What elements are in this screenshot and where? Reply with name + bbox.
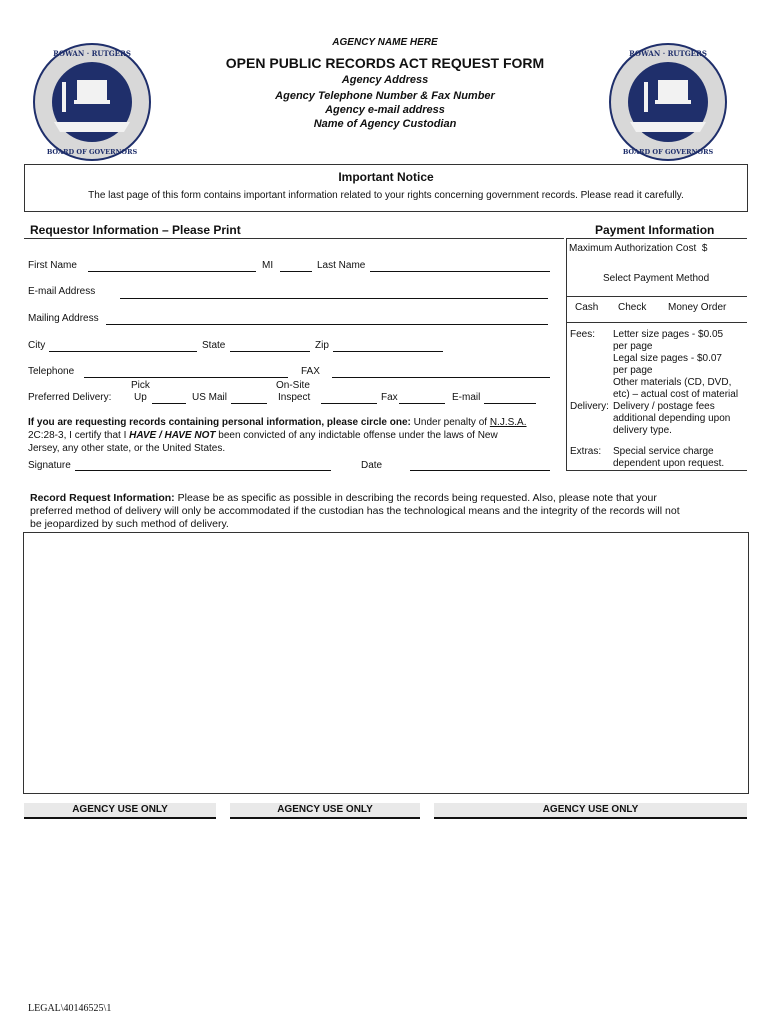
mi-label: MI	[262, 260, 274, 271]
certification-text: If you are requesting records containing personal information, please circle one: Under penalty of N.J.S.A. 2C:28-3, I certify that I HAVE / HAVE NOT been convicted of any indictable offense under the laws of New Jersey, any other state, or the United States.	[28, 417, 527, 454]
svg-text:ROWAN · RUTGERS: ROWAN · RUTGERS	[629, 49, 707, 58]
svg-text:ROWAN · RUTGERS: ROWAN · RUTGERS	[53, 49, 131, 58]
have-not-option[interactable]: HAVE NOT	[164, 430, 216, 441]
fax-field[interactable]	[332, 377, 550, 378]
rutgers-seal-right	[608, 42, 728, 162]
telephone-label: Telephone	[28, 366, 75, 377]
notice-heading: Important Notice	[338, 170, 434, 184]
money-order-option[interactable]: Money Order	[668, 302, 727, 313]
svg-text:BOARD OF GOVERNORS: BOARD OF GOVERNORS	[622, 148, 714, 156]
inspect-option: Inspect	[278, 392, 311, 403]
first-name-label: First Name	[28, 260, 77, 271]
last-name-field[interactable]	[370, 271, 550, 272]
mailing-field[interactable]	[106, 324, 548, 325]
signature-label: Signature	[28, 460, 71, 471]
city-label: City	[28, 340, 46, 351]
record-request-instructions: Record Request Information: Please be as specific as possible in describing the records being requested. Also, please note that your preferred method of delivery will only be accommodated if the custodian has the technological means and the integrity of the records will not be jeopardized by such method of delivery.	[30, 492, 680, 530]
email-option-field[interactable]	[484, 403, 536, 404]
cash-option[interactable]: Cash	[575, 302, 599, 313]
document-id: LEGAL\40146525\1	[28, 1003, 112, 1014]
email-option: E-mail	[452, 392, 481, 403]
agency-email: Agency e-mail address	[325, 104, 445, 116]
signature-field[interactable]	[75, 470, 331, 471]
extras-details: Special service charge dependent upon request.	[613, 446, 725, 469]
payment-heading: Payment Information	[595, 223, 715, 237]
telephone-field[interactable]	[84, 377, 288, 378]
select-method-label: Select Payment Method	[603, 273, 710, 284]
extras-label: Extras:	[570, 446, 602, 457]
city-field[interactable]	[49, 351, 197, 352]
us-mail-option: US Mail	[192, 392, 228, 403]
form-title: OPEN PUBLIC RECORDS ACT REQUEST FORM	[225, 55, 545, 71]
email-field[interactable]	[120, 298, 548, 299]
rutgers-seal-left	[32, 42, 152, 162]
max-auth-label: Maximum Authorization Cost $	[569, 243, 708, 254]
fax-label: FAX	[301, 366, 320, 377]
zip-label: Zip	[315, 340, 329, 351]
fees-details: Letter size pages - $0.05 per page Legal size pages - $0.07 per page Other materials (CD, DVD, etc) – actual cost of material	[613, 329, 739, 400]
state-label: State	[202, 340, 226, 351]
have-option[interactable]: HAVE	[129, 430, 157, 441]
inspect-field[interactable]	[321, 403, 377, 404]
delivery-label: Delivery:	[570, 401, 609, 412]
notice-body: The last page of this form contains important information related to your rights concerning government records. Please read it carefully.	[88, 190, 684, 201]
record-request-textarea[interactable]	[23, 532, 749, 794]
record-request-heading: Record Request Information:	[30, 492, 175, 504]
date-field[interactable]	[410, 470, 550, 471]
agency-name: AGENCY NAME HERE	[332, 37, 438, 48]
pick-label: Pick	[131, 380, 150, 391]
preferred-delivery-label: Preferred Delivery:	[28, 392, 112, 403]
agency-use-1: AGENCY USE ONLY	[24, 803, 216, 819]
fees-label: Fees:	[570, 329, 596, 340]
agency-phone-fax: Agency Telephone Number & Fax Number	[275, 90, 495, 102]
agency-custodian: Name of Agency Custodian	[313, 118, 457, 130]
agency-use-2: AGENCY USE ONLY	[230, 803, 420, 819]
njsa-link: N.J.S.A.	[489, 417, 527, 428]
svg-text:BOARD OF GOVERNORS: BOARD OF GOVERNORS	[46, 148, 138, 156]
email-label: E-mail Address	[28, 286, 96, 297]
pick-up-field[interactable]	[152, 403, 186, 404]
important-notice-box	[24, 164, 748, 212]
us-mail-field[interactable]	[231, 403, 267, 404]
check-option[interactable]: Check	[618, 302, 647, 313]
first-name-field[interactable]	[88, 271, 256, 272]
delivery-details: Delivery / postage fees additional depending upon delivery type.	[613, 401, 731, 436]
requestor-heading: Requestor Information – Please Print	[30, 223, 241, 237]
state-field[interactable]	[230, 351, 310, 352]
on-site-label: On-Site	[276, 380, 310, 391]
date-label: Date	[361, 460, 383, 471]
pick-up-option: Up	[134, 392, 147, 403]
last-name-label: Last Name	[317, 260, 366, 271]
fax-option: Fax	[381, 392, 398, 403]
fax-option-field[interactable]	[399, 403, 445, 404]
mailing-label: Mailing Address	[28, 313, 99, 324]
mi-field[interactable]	[280, 271, 312, 272]
agency-use-3: AGENCY USE ONLY	[434, 803, 747, 819]
agency-address: Agency Address	[341, 74, 429, 86]
zip-field[interactable]	[333, 351, 443, 352]
